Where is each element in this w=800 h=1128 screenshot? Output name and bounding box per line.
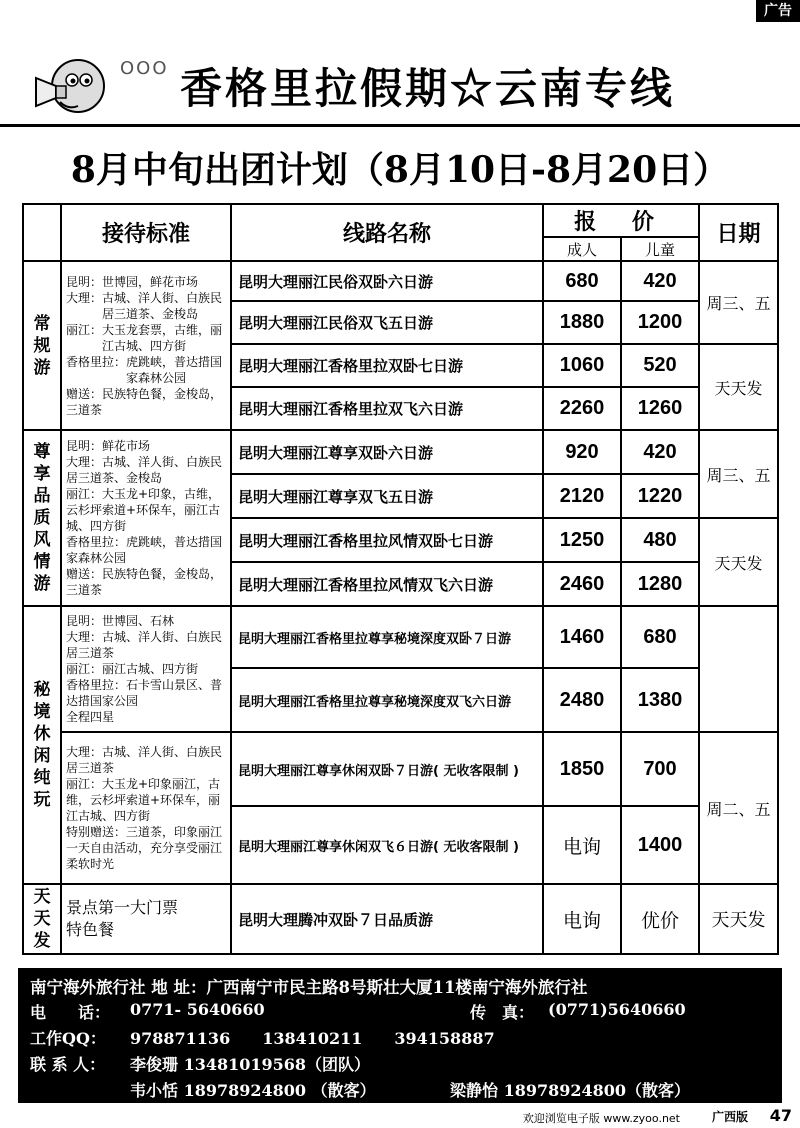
agency-address: 南宁海外旅行社 地 址：广西南宁市民主路8号斯壮大厦11楼南宁海外旅行社 [30,978,588,997]
price-adult: 2460 [543,562,621,606]
header-price: 报 价 [543,204,699,237]
price-adult: 2480 [543,668,621,732]
contact-2: 韦小恬 18978924800 （散客） [130,1081,376,1100]
date-cell: 周二、五 [699,732,778,884]
price-child: 1200 [621,301,699,344]
price-child: 1260 [621,387,699,430]
phone-number: 0771- 5640660 [130,1000,265,1019]
contact-3: 梁静怡 18978924800（散客） [450,1081,691,1100]
category-premium: 尊享品质风情游 [23,430,61,606]
standard-regular: 昆明：世博园，鲜花市场 大理：古城、洋人街、白族民 居三道茶、金梭岛 丽江：大玉龙套票，古维，丽 江古城、四方街 香格里拉：虎跳峡，普达措国 家森林公园 赠送：民族特色餐，金梭岛， 三道茶 [61,261,231,430]
price-child: 680 [621,606,699,668]
header-route: 线路名称 [231,204,543,261]
price-adult: 电询 [543,806,621,884]
date-cell: 天天发 [699,884,778,954]
price-child: 520 [621,344,699,387]
subtitle: 8月中旬出团计划（8月10日-8月20日） [70,149,730,191]
route-name: 昆明大理腾冲双卧７日品质游 [231,884,543,954]
phone-label: 电 话： [30,1003,111,1022]
header [20,38,790,122]
route-name: 昆明大理丽江民俗双卧六日游 [231,261,543,301]
bottom-bar [0,1104,800,1128]
megaphone-mascot-icon [30,48,110,118]
price-child: 1380 [621,668,699,732]
route-name: 昆明大理丽江香格里拉尊享秘境深度双飞六日游 [231,668,543,732]
date-cell-empty [699,606,778,732]
standard-leisure-a: 昆明：世博园、石林 大理：古城、洋人街、白族民 居三道茶 丽江：丽江古城、四方街 香格里拉：石卡雪山景区、普 达措国家公园 全程四星 [61,606,231,732]
price-adult: 1250 [543,518,621,562]
route-name: 昆明大理丽江尊享双飞五日游 [231,474,543,518]
price-child: 420 [621,261,699,301]
page-number: 47 [769,1106,792,1125]
contact-footer [18,968,782,1103]
edition-logo: 广西版 [711,1110,748,1124]
price-child: 1280 [621,562,699,606]
category-regular: 常规游 [23,261,61,430]
route-name: 昆明大理丽江香格里拉尊享秘境深度双卧７日游 [231,606,543,668]
route-name: 昆明大理丽江尊享休闲双飞６日游( 无收客限制 ) [231,806,543,884]
contact-1: 李俊珊 13481019568（团队） [130,1055,371,1074]
standard-premium: 昆明：鲜花市场 大理：古城、洋人街、白族民 居三道茶、金梭岛 丽江：大玉龙+印象，古维， 云杉坪索道+环保车，丽江古 城、四方街 香格里拉：虎跳峡，普达措国 家森林公园 赠送：民族特色餐，金梭岛， 三道茶 [61,430,231,606]
page-title: 香格里拉假期☆云南专线 [180,64,676,113]
price-adult: 2260 [543,387,621,430]
fax-number: (0771)5640660 [548,1000,686,1019]
header-standard: 接待标准 [61,204,231,261]
corner-cell [23,204,61,261]
date-cell: 周三、五 [699,430,778,518]
route-name: 昆明大理丽江尊享休闲双卧７日游( 无收客限制 ) [231,732,543,806]
price-child: 1220 [621,474,699,518]
route-name: 昆明大理丽江尊享双卧六日游 [231,430,543,474]
header-date: 日期 [699,204,778,261]
route-name: 昆明大理丽江香格里拉双卧七日游 [231,344,543,387]
price-child: 700 [621,732,699,806]
category-leisure: 秘境休闲纯玩 [23,606,61,884]
price-adult: 电询 [543,884,621,954]
price-adult: 1060 [543,344,621,387]
price-adult: 680 [543,261,621,301]
header-adult: 成人 [543,237,621,261]
bubbles: OOO [120,58,169,79]
standard-daily: 景点第一大门票 特色餐 [61,884,231,954]
date-cell: 天天发 [699,518,778,606]
date-cell: 周三、五 [699,261,778,344]
price-adult: 1880 [543,301,621,344]
title-divider [0,124,800,127]
price-adult: 920 [543,430,621,474]
contact-label: 联 系 人： [30,1055,106,1074]
fax-label: 传 真： [470,1003,535,1022]
price-child: 1400 [621,806,699,884]
price-child: 480 [621,518,699,562]
qq-numbers: 978871136 138410211 394158887 [130,1029,495,1048]
price-child: 优价 [621,884,699,954]
price-adult: 1460 [543,606,621,668]
price-adult: 2120 [543,474,621,518]
ad-badge: 广告 [756,0,800,22]
qq-label: 工作QQ： [30,1029,106,1048]
header-child: 儿童 [621,237,699,261]
tour-plan-table [22,203,779,955]
category-daily: 天天发 [23,884,61,954]
route-name: 昆明大理丽江香格里拉风情双飞六日游 [231,562,543,606]
price-child: 420 [621,430,699,474]
route-name: 昆明大理丽江香格里拉风情双卧七日游 [231,518,543,562]
date-cell: 天天发 [699,344,778,430]
website-text: 欢迎浏览电子版 www.zyoo.net [522,1112,680,1125]
route-name: 昆明大理丽江民俗双飞五日游 [231,301,543,344]
standard-leisure-b: 大理：古城、洋人街、白族民 居三道茶 丽江：大玉龙+印象丽江，古 维，云杉坪索道+环保车，丽 江古城、四方街 特别赠送：三道茶，印象丽江 一天自由活动，充分享受丽江 柔软时光 [61,732,231,884]
price-adult: 1850 [543,732,621,806]
route-name: 昆明大理丽江香格里拉双飞六日游 [231,387,543,430]
